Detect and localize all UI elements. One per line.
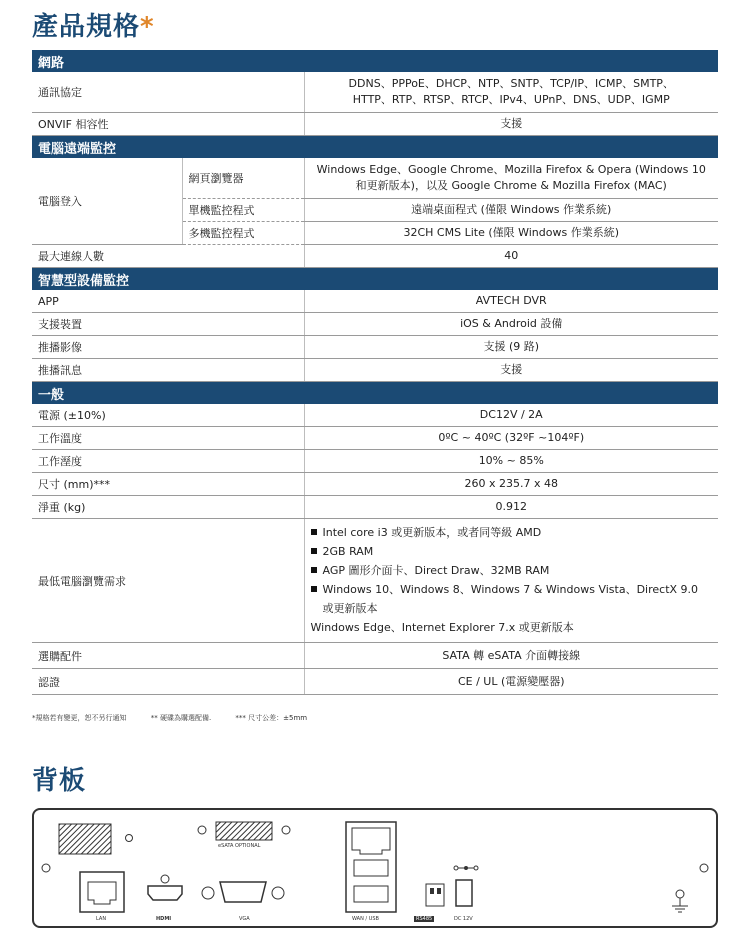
table-row: 推播影像 支援 (9 路) bbox=[32, 336, 718, 359]
table-row: 認證 CE / UL (電源變壓器) bbox=[32, 669, 718, 695]
hdmi-port bbox=[148, 886, 182, 900]
screw-hole bbox=[126, 835, 133, 842]
polarity-icon bbox=[474, 866, 478, 870]
section-remote: 電腦遠端監控 bbox=[32, 136, 718, 159]
vga-label: VGA bbox=[239, 916, 250, 922]
dc-label: DC 12V bbox=[454, 916, 473, 922]
table-row: 選購配件 SATA 轉 eSATA 介面轉接線 bbox=[32, 643, 718, 669]
back-panel-title: 背板 bbox=[32, 766, 87, 796]
back-panel-drawing bbox=[34, 810, 716, 926]
mount-hole bbox=[42, 864, 50, 872]
section-network: 網路 bbox=[32, 50, 718, 72]
spec-table bbox=[32, 50, 718, 695]
section-general: 一般 bbox=[32, 382, 718, 405]
screw-hole bbox=[198, 826, 206, 834]
table-row: 電腦登入 網頁瀏覽器 Windows Edge、Google Chrome、Mozilla Firefox & Opera (Windows 10 和更新版本)，以及 Google Chrome & Mozilla Firefox (MAC) bbox=[32, 158, 718, 199]
requirements-list bbox=[311, 523, 713, 618]
lan-port bbox=[80, 872, 124, 912]
list-item: Intel core i3 或更新版本，或者同等級 AMD bbox=[311, 523, 713, 542]
ground-icon bbox=[672, 898, 688, 912]
table-row: 多機監控程式 32CH CMS Lite (僅限 Windows 作業系統) bbox=[32, 222, 718, 245]
page-title: 產品規格* bbox=[32, 12, 155, 42]
table-row: 淨重 (kg) 0.912 bbox=[32, 496, 718, 519]
table-row: 單機監控程式 遠端桌面程式 (僅限 Windows 作業系統) bbox=[32, 199, 718, 222]
lan-label: LAN bbox=[96, 916, 107, 922]
section-smart: 智慧型設備監控 bbox=[32, 268, 718, 291]
table-row: APP AVTECH DVR bbox=[32, 290, 718, 313]
vga-port bbox=[220, 882, 266, 902]
mount-hole bbox=[700, 864, 708, 872]
hdmi-label: HDMI bbox=[156, 916, 172, 922]
table-row: ONVIF 相容性 支援 bbox=[32, 113, 718, 136]
table-row: 工作溫度 0ºC ~ 40ºC (32ºF ~104ºF) bbox=[32, 427, 718, 450]
table-row: 通訊協定 DDNS、PPPoE、DHCP、NTP、SNTP、TCP/IP、ICMP、SMTP、HTTP、RTP、RTSP、RTCP、IPv4、UPnP、DNS、UDP、IGMP bbox=[32, 72, 718, 113]
esata-slot bbox=[216, 822, 272, 840]
screw-hole bbox=[272, 887, 284, 899]
vent-cover bbox=[59, 824, 111, 854]
screw-hole bbox=[161, 875, 169, 883]
rs485-port bbox=[426, 884, 444, 906]
table-row: 支援裝置 iOS & Android 設備 bbox=[32, 313, 718, 336]
esata-label: eSATA OPTIONAL bbox=[218, 843, 261, 849]
screw-hole bbox=[202, 887, 214, 899]
wan-usb-label: WAN / USB bbox=[352, 916, 379, 922]
req-browser: Windows Edge、Internet Explorer 7.x 或更新版本 bbox=[310, 621, 574, 634]
table-row: 電源 (±10%) DC12V / 2A bbox=[32, 404, 718, 427]
footnotes: *規格若有變更，恕不另行通知 ** 硬碟為購選配備. *** 尺寸公差：±5mm bbox=[32, 714, 308, 722]
back-panel-diagram bbox=[32, 808, 718, 928]
polarity-icon bbox=[454, 866, 458, 870]
table-row: 最大連線人數 40 bbox=[32, 245, 718, 268]
list-item: AGP 圖形介面卡、Direct Draw、32MB RAM bbox=[311, 561, 713, 580]
list-item: 2GB RAM bbox=[311, 542, 713, 561]
dc-port bbox=[456, 880, 472, 906]
rs485-label: RS485 bbox=[416, 916, 433, 922]
ground-screw bbox=[676, 890, 684, 898]
table-row: 最低電腦瀏覽需求 Intel core i3 或更新版本，或者同等級 AMD 2GB RAM AGP 圖形介面卡、Direct Draw、32MB RAM Windows 10、Windows 8、Windows 7 & Windows Vista、DirectX 9.0 或更新版本 Windows Edge、Internet Explorer 7.x 或更新版本 bbox=[32, 519, 718, 643]
table-row: 推播訊息 支援 bbox=[32, 359, 718, 382]
list-item: Windows 10、Windows 8、Windows 7 & Windows Vista、DirectX 9.0 或更新版本 bbox=[311, 580, 713, 618]
table-row: 尺寸 (mm)*** 260 x 235.7 x 48 bbox=[32, 473, 718, 496]
screw-hole bbox=[282, 826, 290, 834]
table-row: 工作溼度 10% ~ 85% bbox=[32, 450, 718, 473]
